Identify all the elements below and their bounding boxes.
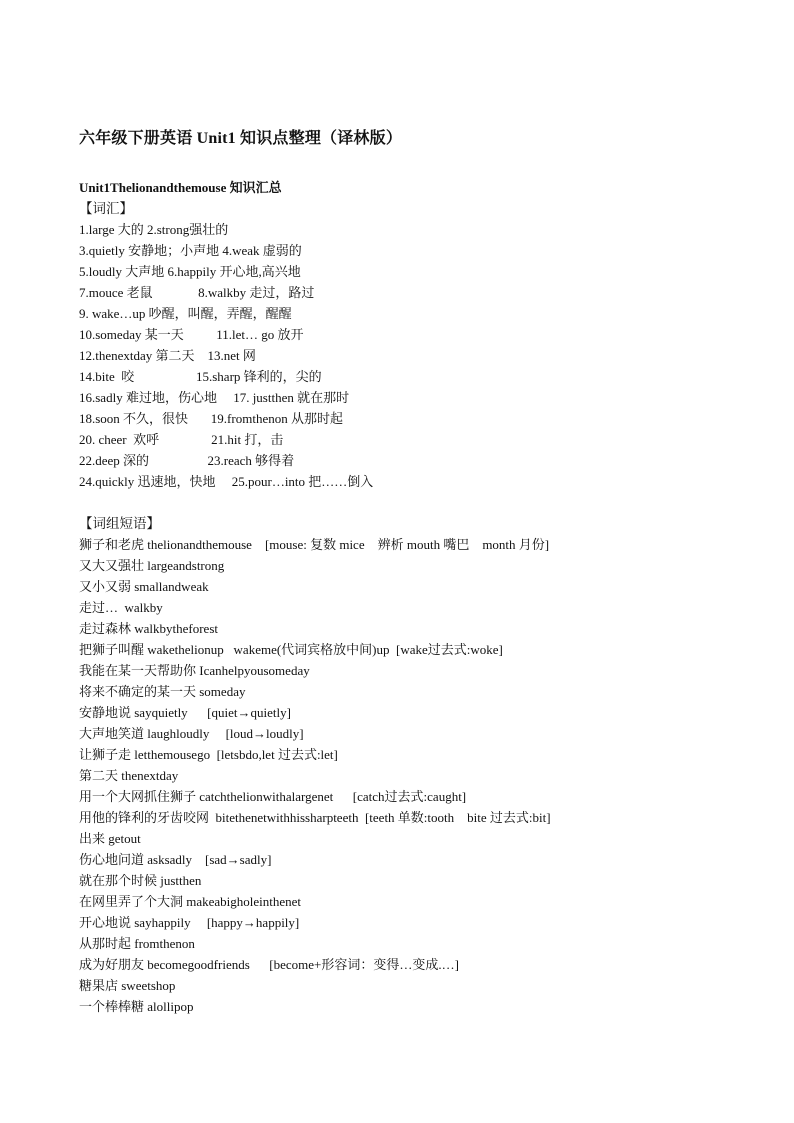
vocab-item: 20. cheer 欢呼 21.hit 打，击 bbox=[79, 432, 284, 447]
phrase-item: 糖果店 sweetshop bbox=[79, 978, 176, 993]
phrase-item: 用一个大网抓住狮子 catchthelionwithalargenet [catch过去式:caught] bbox=[79, 789, 467, 804]
phrase-item: 安静地说 sayquietly [quiet→quietly] bbox=[79, 705, 291, 720]
phrase-item: 就在那个时候 justthen bbox=[79, 873, 202, 888]
phrase-item: 用他的锋利的牙齿咬网 bitethenetwithhissharpteeth [teeth 单数:tooth bite 过去式:bit] bbox=[79, 810, 551, 825]
phrase-item: 第二天 thenextday bbox=[79, 768, 179, 783]
phrase-item: 一个棒棒糖 alollipop bbox=[79, 999, 194, 1014]
phrase-item: 走过… walkby bbox=[79, 600, 163, 615]
vocab-item: 14.bite 咬 15.sharp 锋利的，尖的 bbox=[79, 369, 322, 384]
phrase-item: 把狮子叫醒 wakethelionup wakeme(代词宾格放中间)up [wake过去式:woke] bbox=[79, 642, 503, 657]
phrase-item: 从那时起 fromthenon bbox=[79, 936, 195, 951]
phrase-item: 大声地笑道 laughloudly [loud→loudly] bbox=[79, 726, 304, 741]
vocab-item: 9. wake…up 吵醒，叫醒，弄醒，醒醒 bbox=[79, 306, 292, 321]
phrase-item: 又小又弱 smallandweak bbox=[79, 579, 209, 594]
vocab-item: 18.soon 不久，很快 19.fromthenon 从那时起 bbox=[79, 411, 343, 426]
vocab-item: 7.mouce 老鼠 8.walkby 走过，路过 bbox=[79, 285, 315, 300]
vocab-item: 5.loudly 大声地 6.happily 开心地,高兴地 bbox=[79, 264, 301, 279]
phrase-item: 伤心地问道 asksadly [sad→sadly] bbox=[79, 852, 272, 867]
vocab-item: 24.quickly 迅速地，快地 25.pour…into 把……倒入 bbox=[79, 474, 374, 489]
phrase-item: 让狮子走 letthemousego [letsbdo,let 过去式:let] bbox=[79, 747, 338, 762]
vocab-item: 22.deep 深的 23.reach 够得着 bbox=[79, 453, 295, 468]
phrase-item: 在网里弄了个大洞 makeabigholeinthenet bbox=[79, 894, 302, 909]
vocab-item: 10.someday 某一天 11.let… go 放开 bbox=[79, 327, 304, 342]
phrase-item: 出来 getout bbox=[79, 831, 141, 846]
phrase-item: 走过森林 walkbytheforest bbox=[79, 621, 219, 636]
vocab-header: 【词汇】 bbox=[79, 201, 133, 216]
phrase-item: 成为好朋友 becomegoodfriends [become+形容词：变得…变成.…] bbox=[79, 957, 459, 972]
section-subtitle: Unit1Thelionandthemouse 知识汇总 bbox=[79, 180, 282, 195]
vocab-item: 3.quietly 安静地；小声地 4.weak 虚弱的 bbox=[79, 243, 302, 258]
phrase-item: 又大又强壮 largeandstrong bbox=[79, 558, 225, 573]
phrase-item: 开心地说 sayhappily [happy→happily] bbox=[79, 915, 300, 930]
spacer bbox=[79, 492, 779, 513]
phrase-item: 狮子和老虎 thelionandthemouse [mouse: 复数 mice 辨析 mouth 嘴巴 month 月份] bbox=[79, 537, 550, 552]
vocab-item: 1.large 大的 2.strong强壮的 bbox=[79, 222, 229, 237]
phrase-header: 【词组短语】 bbox=[79, 516, 160, 531]
phrase-item: 将来不确定的某一天 someday bbox=[79, 684, 246, 699]
vocab-list bbox=[79, 219, 779, 492]
phrase-list bbox=[79, 534, 779, 1017]
document-body bbox=[79, 177, 779, 1017]
vocab-item: 12.thenextday 第二天 13.net 网 bbox=[79, 348, 256, 363]
phrase-item: 我能在某一天帮助你 Icanhelpyousomeday bbox=[79, 663, 310, 678]
document-title: 六年级下册英语 Unit1 知识点整理（译林版） bbox=[79, 130, 403, 147]
vocab-item: 16.sadly 难过地，伤心地 17. justthen 就在那时 bbox=[79, 390, 350, 405]
